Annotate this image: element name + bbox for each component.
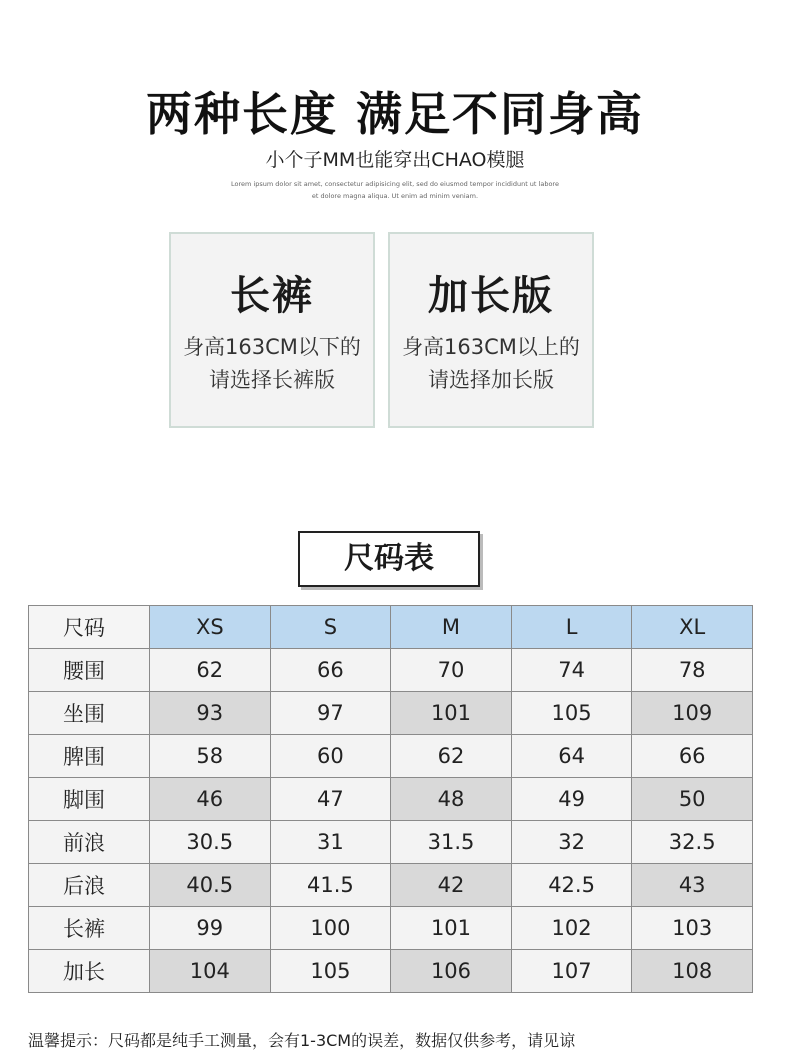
size-header-s: S [270, 606, 391, 649]
size-header-row [29, 606, 753, 649]
table-cell: 107 [511, 950, 632, 993]
option-desc-line: 身高163CM以下的 [183, 335, 361, 359]
table-cell: 103 [632, 907, 753, 950]
table-cell: 70 [391, 649, 512, 692]
table-cell: 32 [511, 821, 632, 864]
option-title: 加长版 [428, 273, 554, 319]
table-cell: 42.5 [511, 864, 632, 907]
table-row [29, 735, 753, 778]
table-cell: 31.5 [391, 821, 512, 864]
table-cell: 97 [270, 692, 391, 735]
table-cell: 50 [632, 778, 753, 821]
size-table [28, 605, 753, 993]
table-cell: 58 [150, 735, 271, 778]
table-cell: 47 [270, 778, 391, 821]
table-row [29, 649, 753, 692]
table-cell: 66 [632, 735, 753, 778]
table-cell: 93 [150, 692, 271, 735]
table-cell: 32.5 [632, 821, 753, 864]
size-header-xl: XL [632, 606, 753, 649]
table-cell: 99 [150, 907, 271, 950]
table-cell: 104 [150, 950, 271, 993]
table-cell: 105 [511, 692, 632, 735]
size-corner-label: 尺码 [29, 606, 150, 649]
table-cell: 62 [150, 649, 271, 692]
table-cell: 64 [511, 735, 632, 778]
option-desc-line: 身高163CM以上的 [402, 335, 580, 359]
lorem-line-2: et dolore magna aliqua. Ut enim ad minim veniam. [311, 192, 479, 200]
row-label: 加长 [29, 950, 150, 993]
table-row [29, 692, 753, 735]
table-cell: 108 [632, 950, 753, 993]
lorem-text [205, 178, 585, 202]
table-row [29, 778, 753, 821]
size-header-l: L [511, 606, 632, 649]
table-cell: 60 [270, 735, 391, 778]
table-cell: 109 [632, 692, 753, 735]
table-row [29, 907, 753, 950]
subline: 小个子MM也能穿出CHAO模腿 [265, 149, 525, 171]
table-cell: 100 [270, 907, 391, 950]
row-label: 后浪 [29, 864, 150, 907]
table-cell: 78 [632, 649, 753, 692]
table-cell: 40.5 [150, 864, 271, 907]
table-cell: 41.5 [270, 864, 391, 907]
option-regular [169, 232, 375, 428]
row-label: 长裤 [29, 907, 150, 950]
option-long [388, 232, 594, 428]
table-cell: 101 [391, 692, 512, 735]
row-label: 脾围 [29, 735, 150, 778]
size-header-xs: XS [150, 606, 271, 649]
table-cell: 66 [270, 649, 391, 692]
size-header-m: M [391, 606, 512, 649]
table-cell: 102 [511, 907, 632, 950]
table-row [29, 864, 753, 907]
option-desc [171, 331, 373, 397]
option-desc-line: 请选择长裤版 [209, 368, 335, 392]
table-row [29, 821, 753, 864]
row-label: 腰围 [29, 649, 150, 692]
row-label: 坐围 [29, 692, 150, 735]
table-cell: 46 [150, 778, 271, 821]
table-cell: 101 [391, 907, 512, 950]
option-desc [390, 331, 592, 397]
lorem-line-1: Lorem ipsum dolor sit amet, consectetur adipisicing elit, sed do eiusmod tempor incididunt ut labore [231, 180, 559, 188]
footnote: 温馨提示：尺码都是纯手工测量，会有1-3CM的误差，数据仅供参考，请见谅 [28, 1031, 576, 1050]
table-cell: 49 [511, 778, 632, 821]
table-cell: 62 [391, 735, 512, 778]
table-cell: 105 [270, 950, 391, 993]
table-cell: 42 [391, 864, 512, 907]
size-table-title: 尺码表 [298, 531, 480, 587]
table-cell: 43 [632, 864, 753, 907]
row-label: 前浪 [29, 821, 150, 864]
option-desc-line: 请选择加长版 [428, 368, 554, 392]
table-cell: 48 [391, 778, 512, 821]
table-cell: 106 [391, 950, 512, 993]
table-cell: 31 [270, 821, 391, 864]
table-cell: 30.5 [150, 821, 271, 864]
table-row [29, 950, 753, 993]
option-title: 长裤 [230, 273, 314, 319]
headline: 两种长度 满足不同身高 [145, 87, 644, 141]
table-cell: 74 [511, 649, 632, 692]
row-label: 脚围 [29, 778, 150, 821]
